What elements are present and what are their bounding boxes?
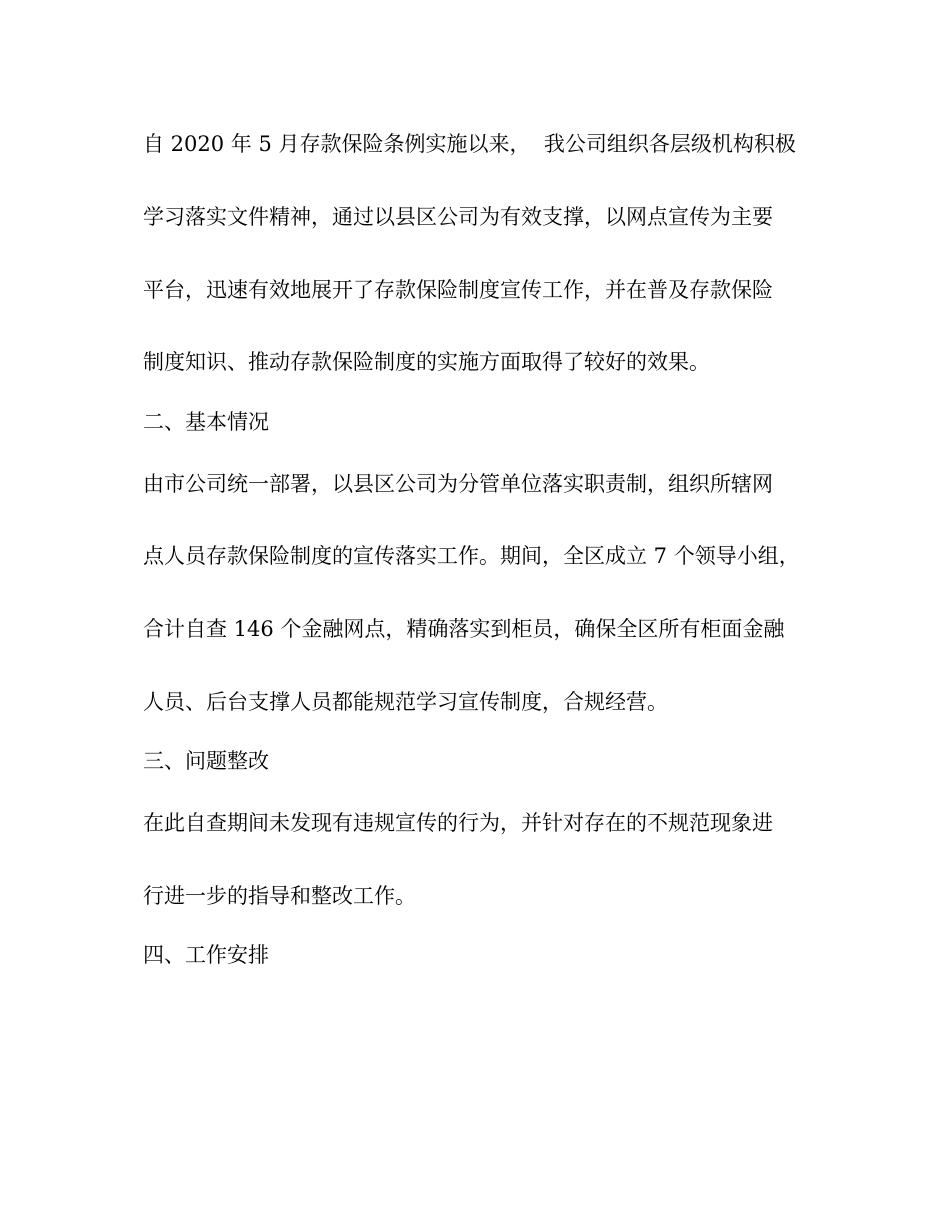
paragraph-1-line-4: 制度知识、推动存款保险制度的实施方面取得了较好的效果。 bbox=[143, 350, 710, 374]
paragraph-1-line-3: 平台，迅速有效地展开了存款保险制度宣传工作，并在普及存款保险 bbox=[143, 278, 773, 302]
section-heading-basic-situation: 二、基本情况 bbox=[143, 410, 269, 434]
section-heading-problem-rectification: 三、问题整改 bbox=[143, 749, 269, 773]
paragraph-2-line-3: 合计自查 146 个金融网点，精确落实到柜员，确保全区所有柜面金融 bbox=[143, 617, 785, 641]
paragraph-2-line-4: 人员、后台支撑人员都能规范学习宣传制度，合规经营。 bbox=[143, 690, 668, 714]
paragraph-1-line-1: 自 2020 年 5 月存款保险条例实施以来， 我公司组织各层级机构积极 bbox=[143, 132, 796, 156]
paragraph-2-line-1: 由市公司统一部署，以县区公司为分管单位落实职责制，组织所辖网 bbox=[143, 472, 773, 496]
paragraph-3-line-1: 在此自查期间未发现有违规宣传的行为，并针对存在的不规范现象进 bbox=[143, 811, 773, 835]
section-heading-work-arrangement: 四、工作安排 bbox=[143, 943, 269, 967]
paragraph-2-line-2: 点人员存款保险制度的宣传落实工作。期间，全区成立 7 个领导小组， bbox=[143, 544, 800, 568]
paragraph-1-line-2: 学习落实文件精神，通过以县区公司为有效支撑，以网点宣传为主要 bbox=[143, 205, 773, 229]
paragraph-3-line-2: 行进一步的指导和整改工作。 bbox=[143, 884, 416, 908]
